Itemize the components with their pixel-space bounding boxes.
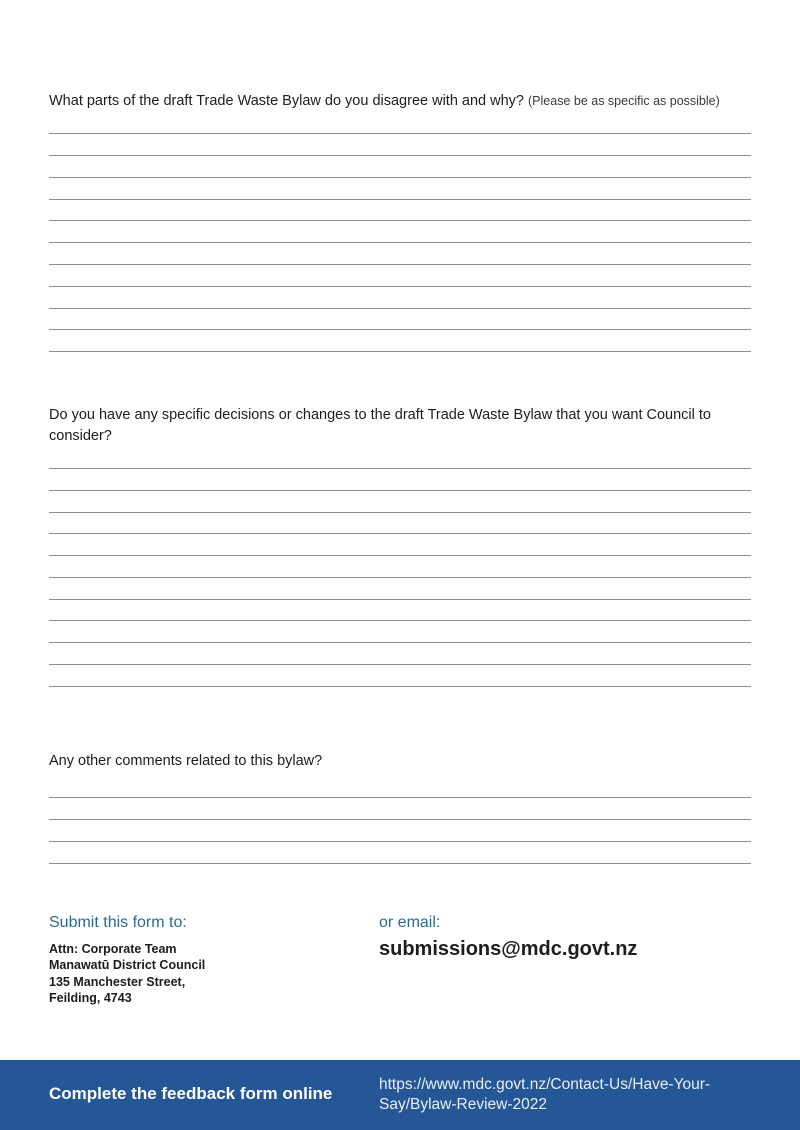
question-disagree [49,91,759,112]
answer-line[interactable] [49,286,751,287]
answer-line[interactable] [49,599,751,600]
answer-line[interactable] [49,533,751,534]
answer-line[interactable] [49,220,751,221]
answer-line[interactable] [49,819,751,820]
question-other-comments [49,751,759,772]
question-other-comments-label: Any other comments related to this bylaw? [49,753,323,769]
feedback-form-link[interactable]: https://www.mdc.govt.nz/Contact-Us/Have-Your-Say/Bylaw-Review-2022 [379,1076,711,1113]
question-disagree-label: What parts of the draft Trade Waste Bylaw do you disagree with and why? [49,93,524,109]
answer-line[interactable] [49,264,751,265]
answer-line[interactable] [49,686,751,687]
footer-label: Complete the feedback form online [49,1084,333,1103]
postal-address [49,941,205,1006]
answer-line[interactable] [49,308,751,309]
answer-line[interactable] [49,664,751,665]
answer-line[interactable] [49,329,751,330]
answer-line[interactable] [49,642,751,643]
answer-line[interactable] [49,863,751,864]
email-heading: or email: [379,914,441,931]
answer-line[interactable] [49,177,751,178]
answer-line[interactable] [49,468,751,469]
address-line: Attn: Corporate Team [49,942,177,956]
question-changes-label: Do you have any specific decisions or changes to the draft Trade Waste Bylaw that you want Council to consider? [49,407,711,444]
address-line: 135 Manchester Street, [49,974,186,989]
answer-line[interactable] [49,199,751,200]
address-line: Manawatū District Council [49,958,206,973]
answer-line[interactable] [49,155,751,156]
email-link[interactable]: submissions@mdc.govt.nz [379,938,638,960]
question-disagree-hint: (Please be as specific as possible) [528,94,720,108]
address-line: Feilding, 4743 [49,990,132,1005]
answer-line[interactable] [49,577,751,578]
answer-line[interactable] [49,351,751,352]
answer-line[interactable] [49,620,751,621]
submit-heading: Submit this form to: [49,914,187,931]
answer-line[interactable] [49,133,751,134]
answer-line[interactable] [49,512,751,513]
question-changes [49,405,749,447]
answer-line[interactable] [49,555,751,556]
answer-line[interactable] [49,841,751,842]
answer-line[interactable] [49,797,751,798]
answer-line[interactable] [49,242,751,243]
answer-line[interactable] [49,490,751,491]
